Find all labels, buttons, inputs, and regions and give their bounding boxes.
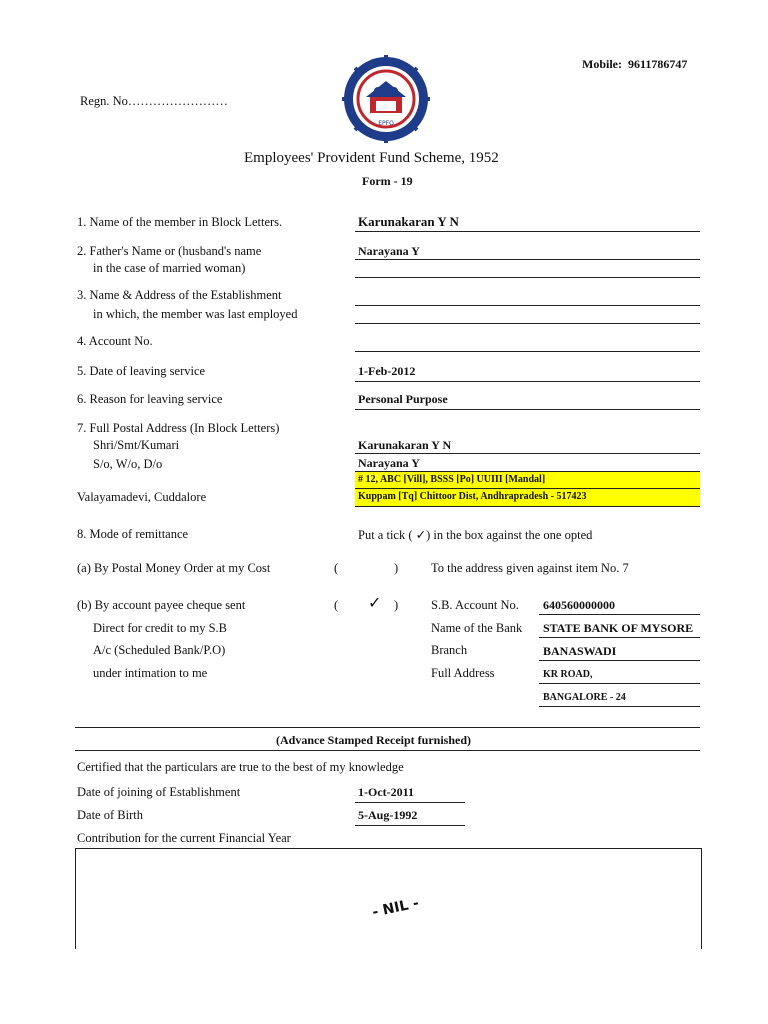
sb-account-number: 640560000000 <box>543 598 615 612</box>
svg-text:EPFO: EPFO <box>378 120 394 127</box>
item-7-label-so: S/o, W/o, D/o <box>93 457 163 471</box>
bank-name: STATE BANK OF MYSORE <box>543 621 694 635</box>
branch-line <box>539 660 700 661</box>
leaving-date: 1-Feb-2012 <box>358 364 416 378</box>
option-a-close: ) <box>394 561 399 575</box>
doj-line <box>355 802 465 803</box>
item-1-line <box>355 231 700 232</box>
bank-label: Name of the Bank <box>431 621 523 635</box>
item-5-line <box>355 381 700 382</box>
item-3-line-2 <box>355 323 700 324</box>
doj-value: 1-Oct-2011 <box>358 785 414 799</box>
form-number: Form - 19 <box>362 174 413 188</box>
postal-name: Karunakaran Y N <box>358 438 452 452</box>
item-3-label: 3. Name & Address of the Establishment <box>77 288 282 302</box>
option-b-close: ) <box>394 598 399 612</box>
nil-text: - NIL - <box>370 895 421 921</box>
item-2-line-2 <box>355 277 700 278</box>
mobile-label <box>582 57 687 72</box>
sb-account-line <box>539 614 700 615</box>
option-b-line4: under intimation to me <box>93 666 208 680</box>
receipt-note: (Advance Stamped Receipt furnished) <box>276 733 471 747</box>
form-title: Employees' Provident Fund Scheme, 1952 <box>244 150 499 166</box>
regn-no: Regn. No…………………… <box>80 94 228 108</box>
mobile-label-text: Mobile: <box>582 57 622 71</box>
full-address-label: Full Address <box>431 666 495 680</box>
item-5-label: 5. Date of leaving service <box>77 364 206 378</box>
item-1-label: 1. Name of the member in Block Letters. <box>77 215 283 229</box>
item-3-line-1 <box>355 305 700 306</box>
option-a-note: To the address given against item No. 7 <box>431 561 629 575</box>
item-7-label: 7. Full Postal Address (In Block Letters) <box>77 421 280 435</box>
item-6-line <box>355 409 700 410</box>
option-b-label: (b) By account payee cheque sent <box>77 598 246 612</box>
option-b-line3: A/c (Scheduled Bank/P.O) <box>93 643 226 657</box>
item-2-label: 2. Father's Name or (husband's name <box>77 244 262 258</box>
item-3-label-2: in which, the member was last employed <box>93 307 298 321</box>
bank-address-line-1 <box>539 683 700 684</box>
bank-address-2: BANGALORE - 24 <box>543 692 626 703</box>
option-b-line2: Direct for credit to my S.B <box>93 621 227 635</box>
postal-address-2: Kuppam [Tq] Chittoor Dist, Andhrapradesh - 517423 <box>358 491 587 502</box>
item-6-label: 6. Reason for leaving service <box>77 392 223 406</box>
epfo-logo-icon <box>342 55 430 143</box>
leaving-reason: Personal Purpose <box>358 392 448 406</box>
bank-line <box>539 637 700 638</box>
item-7-label-place: Valayamadevi, Cuddalore <box>77 490 207 504</box>
item-8-label: 8. Mode of remittance <box>77 527 189 541</box>
item-2-label-2: in the case of married woman) <box>93 261 246 275</box>
item-7-label-shri: Shri/Smt/Kumari <box>93 438 180 452</box>
dob-value: 5-Aug-1992 <box>358 808 418 822</box>
dob-line <box>355 825 465 826</box>
item-2-line-1 <box>355 259 700 260</box>
sb-account-label: S.B. Account No. <box>431 598 519 612</box>
contribution-box <box>75 848 702 949</box>
postal-address-1: # 12, ABC [Vill], BSSS [Po] UUIII [Mandal] <box>358 474 546 485</box>
check-icon: ✓ <box>368 593 382 612</box>
bank-address-line-2 <box>539 706 700 707</box>
option-a-open: ( <box>334 561 339 575</box>
doj-label: Date of joining of Establishment <box>77 785 241 799</box>
item-7-line-1 <box>355 453 700 454</box>
option-a-label: (a) By Postal Money Order at my Cost <box>77 561 271 575</box>
branch-label: Branch <box>431 643 468 657</box>
option-b-open: ( <box>334 598 339 612</box>
item-8-note: Put a tick ( ✓) in the box against the one opted <box>358 528 593 542</box>
bank-address-1: KR ROAD, <box>543 669 593 680</box>
postal-relation: Narayana Y <box>358 456 420 470</box>
branch-name: BANASWADI <box>543 644 617 658</box>
section-divider <box>75 727 700 728</box>
item-7-line-4 <box>355 506 700 507</box>
item-4-label: 4. Account No. <box>77 334 153 348</box>
contribution-label: Contribution for the current Financial Year <box>77 831 291 845</box>
father-name: Narayana Y <box>358 244 420 258</box>
certified-text: Certified that the particulars are true to the best of my knowledge <box>77 760 404 774</box>
receipt-divider <box>75 750 700 751</box>
item-4-line <box>355 351 700 352</box>
dob-label: Date of Birth <box>77 808 143 822</box>
member-name: Karunakaran Y N <box>358 214 459 229</box>
mobile-number: 9611786747 <box>628 57 688 71</box>
